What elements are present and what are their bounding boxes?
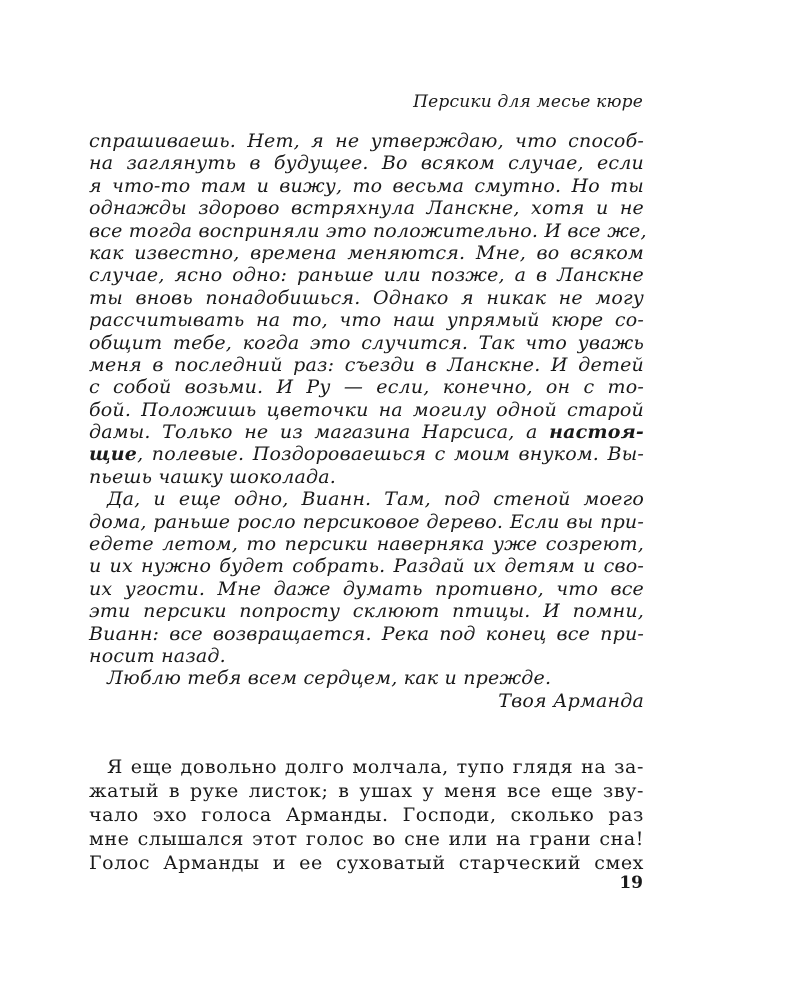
letter-line: Вианн: все возвращается. Река под конец все при- xyxy=(89,622,644,645)
letter-line: эти персики попросту склюют птицы. И помни, xyxy=(89,600,644,623)
page-number: 19 xyxy=(619,873,643,893)
letter-text xyxy=(89,130,647,712)
prose-line: жатый в руке листок; в ушах у меня все еще зву- xyxy=(89,780,644,802)
letter-line: рассчитывать на то, что наш упрямый кюре со- xyxy=(89,309,644,332)
emphasized-word: настоя- xyxy=(549,421,644,444)
letter-line: с собой возьми. И Ру — если, конечно, он с то- xyxy=(89,376,644,399)
letter-line: пьешь чашку шоколада. xyxy=(89,465,337,488)
letter-line: бой. Положишь цветочки на могилу одной старой xyxy=(89,398,644,421)
prose-line: Я еще довольно долго молчала, тупо глядя на за- xyxy=(107,756,644,778)
narrative-text xyxy=(89,755,644,875)
emphasized-word: щие xyxy=(89,443,138,466)
letter-line-text: , полевые. Поздороваешься с моим внуком. Вы- xyxy=(137,443,644,466)
letter-line: я что-то там и вижу, то весьма смутно. Но ты xyxy=(89,174,644,197)
letter-signature: Твоя Арманда xyxy=(498,689,644,712)
letter-line: дома, раньше росло персиковое дерево. Если вы при- xyxy=(89,510,644,533)
letter-line: спрашиваешь. Нет, я не утверждаю, что способ- xyxy=(89,130,644,152)
running-head: Персики для месье кюре xyxy=(413,92,643,112)
letter-line: ты вновь понадобишься. Однако я никак не могу xyxy=(89,286,644,309)
letter-line: меня в последний раз: съезди в Ланскне. И детей xyxy=(89,353,644,376)
prose-line: чало эхо голоса Арманды. Господи, сколько раз xyxy=(89,804,644,826)
letter-line: как известно, времена меняются. Мне, во всяком xyxy=(89,241,644,264)
letter-line: и их нужно будет собрать. Раздай их детям и сво- xyxy=(89,555,644,578)
letter-line xyxy=(89,443,644,465)
letter-line xyxy=(89,421,644,443)
letter-line: едете летом, то персики наверняка уже созреют, xyxy=(89,533,644,556)
letter-line: однажды здорово встряхнула Ланскне, хотя и не xyxy=(89,197,644,220)
prose-line: Голос Арманды и ее суховатый старческий смех xyxy=(89,852,644,874)
letter-closing: Люблю тебя всем сердцем, как и прежде. xyxy=(107,667,552,690)
letter-line: на заглянуть в будущее. Во всяком случае, если xyxy=(89,152,644,175)
letter-line: все тогда восприняли это положительно. И все же, xyxy=(89,219,647,242)
letter-line: Да, и еще одно, Вианн. Там, под стеной моего xyxy=(107,488,644,511)
letter-line: случае, ясно одно: раньше или позже, а в Ланскне xyxy=(89,264,644,287)
letter-line: общит тебе, когда это случится. Так что уважь xyxy=(89,331,644,354)
prose-line: мне слышался этот голос во сне или на грани сна! xyxy=(89,828,644,850)
letter-line-text: дамы. Только не из магазина Нарсиса, а xyxy=(89,421,550,444)
letter-line: носит назад. xyxy=(89,644,226,667)
letter-line: их угости. Мне даже думать противно, что все xyxy=(89,577,644,600)
